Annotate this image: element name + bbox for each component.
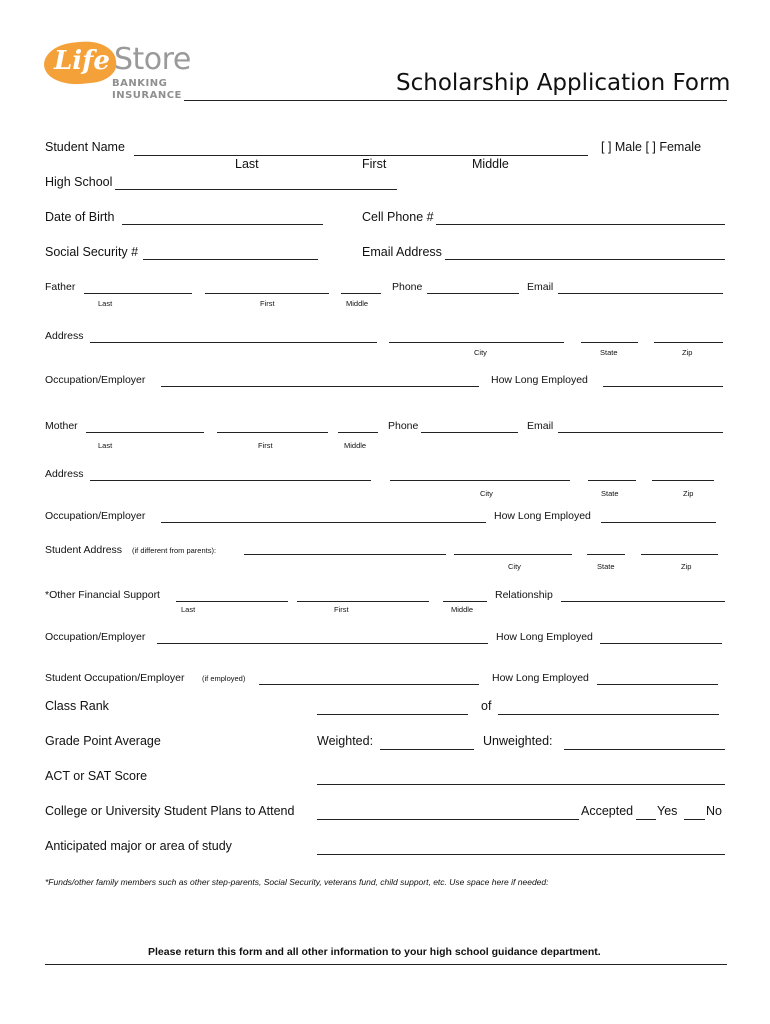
student-how-long-label: How Long Employed	[492, 672, 589, 684]
student-occupation-note: (if employed)	[202, 674, 246, 683]
relationship-field[interactable]	[561, 601, 725, 602]
email-address-label: Email Address	[362, 245, 442, 259]
student-address-state-caption: State	[597, 562, 615, 571]
student-address-note: (if different from parents):	[132, 546, 217, 555]
student-how-long-field[interactable]	[597, 684, 718, 685]
father-middle-field[interactable]	[341, 293, 381, 294]
class-rank-of-label: of	[481, 699, 492, 713]
ssn-field[interactable]	[143, 259, 318, 260]
unweighted-gpa-field[interactable]	[564, 749, 725, 750]
student-name-middle-caption: Middle	[472, 157, 509, 171]
mother-email-label: Email	[527, 420, 554, 432]
unweighted-label: Unweighted:	[483, 734, 553, 748]
class-size-field[interactable]	[498, 714, 719, 715]
title-rule	[184, 100, 727, 101]
father-phone-label: Phone	[392, 281, 423, 293]
father-address-label: Address	[45, 330, 84, 342]
accepted-no-field[interactable]	[684, 819, 705, 820]
student-address-city-caption: City	[508, 562, 521, 571]
high-school-field[interactable]	[115, 189, 397, 190]
accepted-label: Accepted	[581, 804, 634, 818]
other-support-how-long-field[interactable]	[600, 643, 722, 644]
weighted-label: Weighted:	[317, 734, 374, 748]
student-address-zip-field[interactable]	[641, 554, 718, 555]
student-occupation-label: Student Occupation/Employer	[45, 672, 185, 684]
father-city-field[interactable]	[389, 342, 564, 343]
mother-last-caption: Last	[98, 441, 113, 450]
other-support-first-field[interactable]	[297, 601, 429, 602]
gpa-label: Grade Point Average	[45, 734, 161, 748]
other-support-middle-caption: Middle	[451, 605, 474, 614]
other-support-middle-field[interactable]	[443, 601, 487, 602]
mother-first-field[interactable]	[217, 432, 328, 433]
student-name-field[interactable]	[134, 155, 588, 156]
other-support-first-caption: First	[334, 605, 349, 614]
email-address-field[interactable]	[445, 259, 725, 260]
dob-field[interactable]	[122, 224, 323, 225]
student-address-zip-caption: Zip	[681, 562, 692, 571]
father-state-caption: State	[600, 348, 618, 357]
other-support-occupation-label: Occupation/Employer	[45, 631, 146, 643]
father-first-field[interactable]	[205, 293, 329, 294]
mother-state-caption: State	[601, 489, 619, 498]
dob-label: Date of Birth	[45, 210, 115, 224]
major-label: Anticipated major or area of study	[45, 839, 232, 853]
footnote: *Funds/other family members such as other step-parents, Social Security, veterans fund, child support, etc. Use space here if needed:	[45, 877, 549, 887]
other-support-label: *Other Financial Support	[45, 589, 160, 601]
student-occupation-field[interactable]	[259, 684, 479, 685]
mother-label: Mother	[45, 420, 78, 432]
other-support-occupation-field[interactable]	[157, 643, 488, 644]
father-middle-caption: Middle	[346, 299, 369, 308]
father-occupation-field[interactable]	[161, 386, 479, 387]
father-label: Father	[45, 281, 76, 293]
father-how-long-label: How Long Employed	[491, 374, 588, 386]
bottom-rule	[45, 964, 727, 965]
father-phone-field[interactable]	[427, 293, 519, 294]
mother-state-field[interactable]	[588, 480, 636, 481]
student-name-last-caption: Last	[235, 157, 259, 171]
mother-how-long-label: How Long Employed	[494, 510, 591, 522]
student-address-state-field[interactable]	[587, 554, 625, 555]
mother-phone-field[interactable]	[421, 432, 518, 433]
father-email-label: Email	[527, 281, 554, 293]
mother-email-field[interactable]	[558, 432, 723, 433]
mother-address-label: Address	[45, 468, 84, 480]
father-occupation-label: Occupation/Employer	[45, 374, 146, 386]
father-how-long-field[interactable]	[603, 386, 723, 387]
other-support-last-field[interactable]	[176, 601, 288, 602]
other-support-how-long-label: How Long Employed	[496, 631, 593, 643]
college-field[interactable]	[317, 819, 579, 820]
act-sat-label: ACT or SAT Score	[45, 769, 148, 783]
gender-checkboxes[interactable]: [ ] Male [ ] Female	[601, 140, 702, 154]
mother-occupation-field[interactable]	[161, 522, 486, 523]
relationship-label: Relationship	[495, 589, 553, 601]
accepted-yes-field[interactable]	[636, 819, 656, 820]
mother-occupation-label: Occupation/Employer	[45, 510, 146, 522]
mother-middle-field[interactable]	[338, 432, 378, 433]
mother-how-long-field[interactable]	[601, 522, 716, 523]
logo-store-text: Store	[114, 42, 191, 77]
father-city-caption: City	[474, 348, 487, 357]
father-address-field[interactable]	[90, 342, 377, 343]
mother-zip-caption: Zip	[683, 489, 694, 498]
mother-first-caption: First	[258, 441, 273, 450]
father-last-field[interactable]	[84, 293, 192, 294]
logo-life-text: Life	[54, 46, 110, 76]
logo-banking-text: BANKING	[112, 78, 168, 89]
return-instructions: Please return this form and all other information to your high school guidance department.	[148, 946, 601, 958]
mother-city-caption: City	[480, 489, 493, 498]
student-address-field[interactable]	[244, 554, 446, 555]
form-title: Scholarship Application Form	[396, 70, 731, 96]
father-last-caption: Last	[98, 299, 113, 308]
father-zip-caption: Zip	[682, 348, 693, 357]
other-support-last-caption: Last	[181, 605, 196, 614]
lifestore-logo	[40, 38, 200, 110]
accepted-no-label: No	[706, 804, 722, 818]
mother-middle-caption: Middle	[344, 441, 367, 450]
father-first-caption: First	[260, 299, 275, 308]
mother-address-field[interactable]	[90, 480, 371, 481]
mother-last-field[interactable]	[86, 432, 204, 433]
high-school-label: High School	[45, 175, 113, 189]
student-name-label: Student Name	[45, 140, 125, 154]
ssn-label: Social Security #	[45, 245, 139, 259]
cell-phone-label: Cell Phone #	[362, 210, 434, 224]
student-name-first-caption: First	[362, 157, 387, 171]
class-rank-field[interactable]	[317, 714, 468, 715]
college-label: College or University Student Plans to Attend	[45, 804, 295, 818]
weighted-gpa-field[interactable]	[380, 749, 474, 750]
class-rank-label: Class Rank	[45, 699, 109, 713]
cell-phone-field[interactable]	[436, 224, 725, 225]
mother-phone-label: Phone	[388, 420, 419, 432]
mother-city-field[interactable]	[390, 480, 570, 481]
father-email-field[interactable]	[558, 293, 723, 294]
major-field[interactable]	[317, 854, 725, 855]
accepted-yes-label: Yes	[657, 804, 678, 818]
student-address-label: Student Address	[45, 544, 123, 556]
father-zip-field[interactable]	[654, 342, 723, 343]
student-address-city-field[interactable]	[454, 554, 572, 555]
mother-zip-field[interactable]	[652, 480, 714, 481]
father-state-field[interactable]	[581, 342, 638, 343]
logo-insurance-text: INSURANCE	[112, 90, 182, 101]
act-sat-field[interactable]	[317, 784, 725, 785]
